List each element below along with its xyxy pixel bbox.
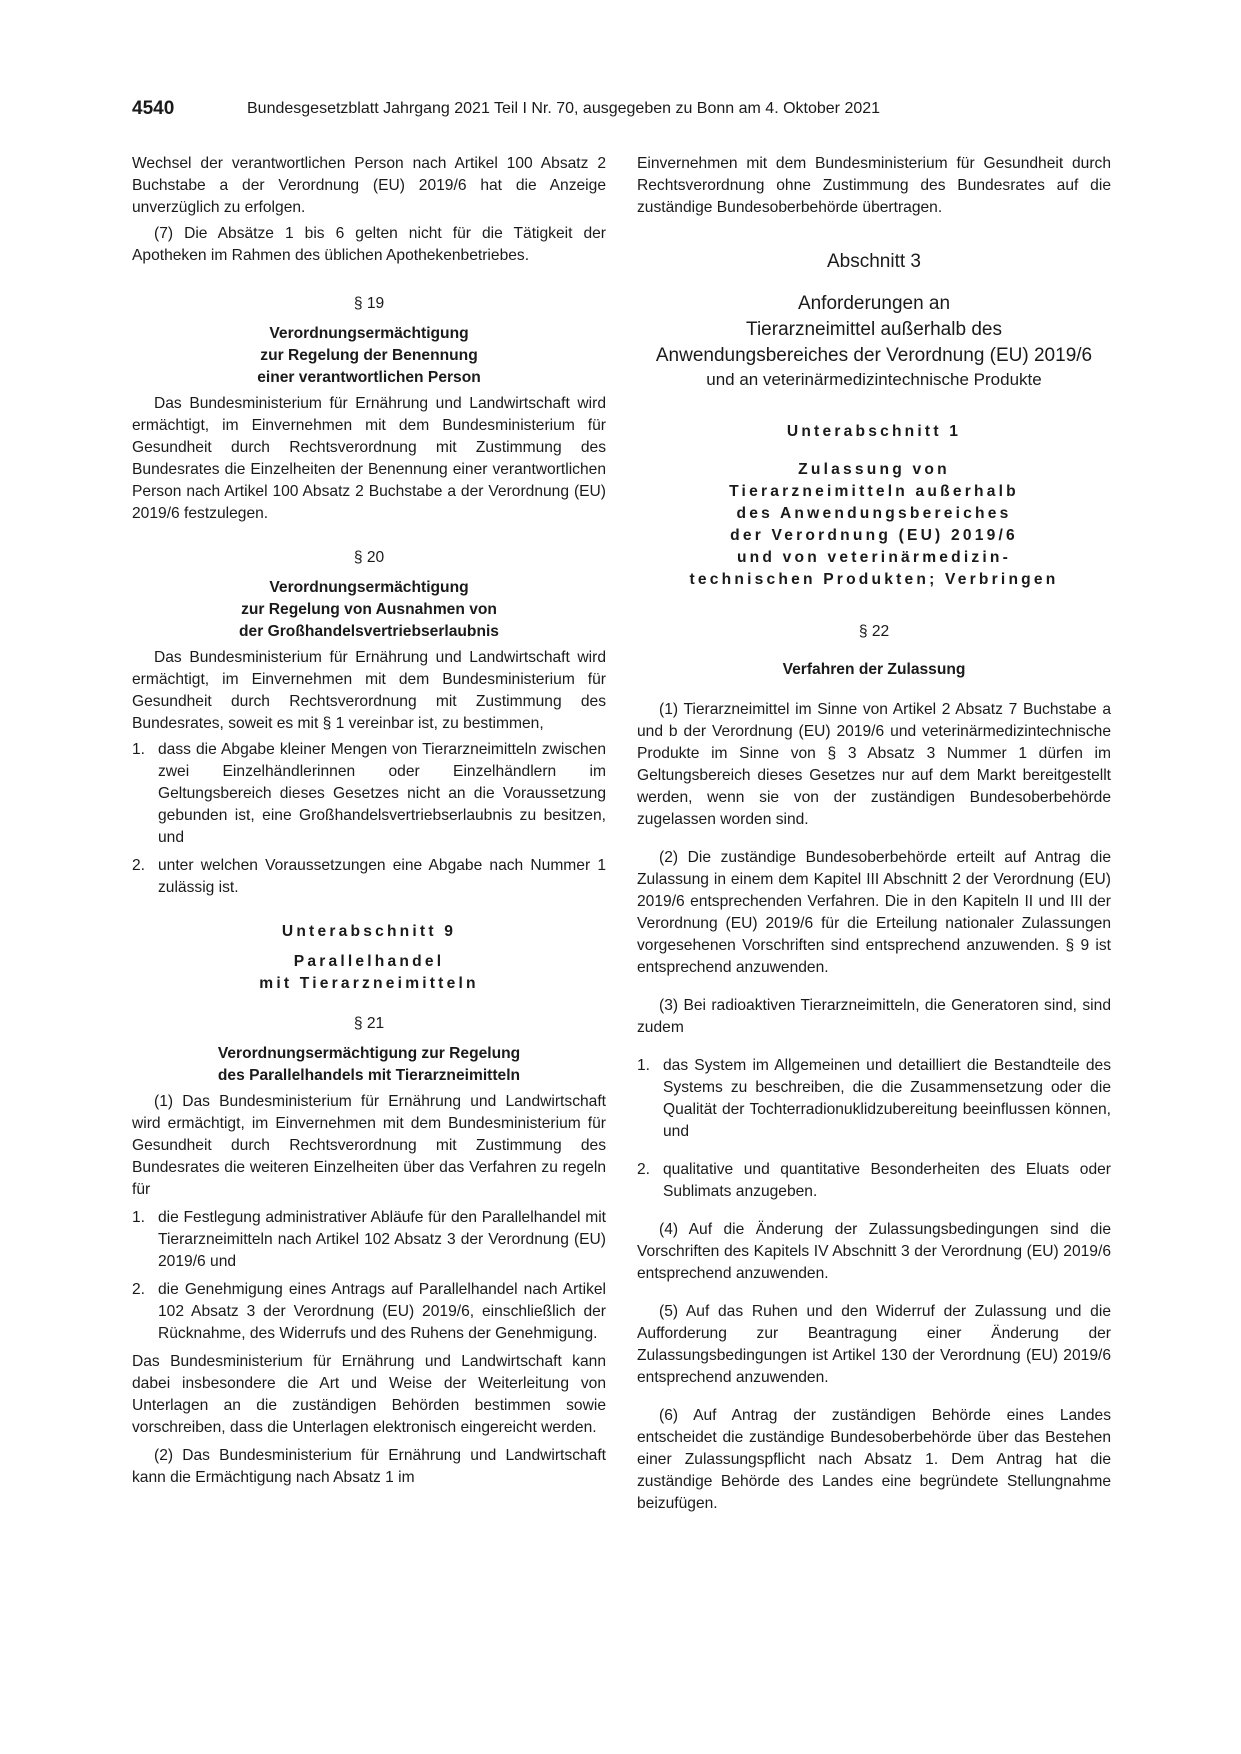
section-19-title-1: Verordnungsermächtigung xyxy=(269,325,469,342)
section-22-paragraph-5: (5) Auf das Ruhen und den Widerruf der Zulassung und die Aufforderung zur Beantragung einer Änderung der Zulassungsbedingungen ist Artikel 130 der Verordnung (EU) 2019/6 entsprechend anzuwenden. xyxy=(637,1303,1111,1386)
section-19-number: § 19 xyxy=(353,295,385,312)
section-19-title-3: einer verantwortlichen Person xyxy=(257,369,481,386)
continued-text: Einvernehmen mit dem Bundesministerium für Gesundheit durch Rechtsverordnung ohne Zustimmung des Bundesrates auf die zuständige Bundesoberbehörde übertragen. xyxy=(637,155,1111,216)
subsection-1-title-3: des Anwendungsbereiches xyxy=(736,505,1012,522)
chapter-3-title-4: und an veterinärmedizintechnische Produkte xyxy=(706,370,1042,389)
gazette-title: Bundesgesetzblatt Jahrgang 2021 Teil I Nr. 70, ausgegeben zu Bonn am 4. Oktober 2021 xyxy=(247,100,881,117)
subsection-9-title-2: mit Tierarzneimitteln xyxy=(259,975,479,992)
section-20-title-2: zur Regelung von Ausnahmen von xyxy=(241,601,497,618)
page-number: 4540 xyxy=(132,98,175,119)
right-column xyxy=(637,153,1111,1515)
list-item xyxy=(132,855,606,899)
list-number: 1. xyxy=(132,1209,146,1226)
list-item xyxy=(132,1207,606,1273)
list-number: 1. xyxy=(637,1057,651,1074)
section-22-title: Verfahren der Zulassung xyxy=(782,661,966,678)
section-21-title-1: Verordnungsermächtigung zur Regelung xyxy=(217,1045,521,1062)
list-item xyxy=(132,1279,606,1345)
subsection-9-title-1: Parallelhandel xyxy=(293,953,445,970)
section-19-title-2: zur Regelung der Benennung xyxy=(260,347,478,364)
subsection-1-title-4: der Verordnung (EU) 2019/6 xyxy=(730,527,1018,544)
list-text: die Genehmigung eines Antrags auf Parallelhandel nach Artikel 102 Absatz 3 der Verordnung (EU) 2019/6, einschließlich der Rücknahme, des Widerrufs und des Ruhens der Genehmigung. xyxy=(158,1281,606,1342)
section-21-number: § 21 xyxy=(353,1015,385,1032)
subsection-1-label: Unterabschnitt 1 xyxy=(786,423,962,440)
section-20-text: Das Bundesministerium für Ernährung und Landwirtschaft wird ermächtigt, im Einvernehmen mit dem Bundesministerium für Gesundheit durch Rechtsverordnung mit Zustimmung des Bundesrates, soweit es mit § 1 vereinbar ist, zu bestimmen, xyxy=(132,649,606,732)
chapter-3-title-2: Tierarzneimittel außerhalb des xyxy=(746,319,1002,340)
section-21-title-2: des Parallelhandels mit Tierarzneimitteln xyxy=(217,1067,521,1084)
subsection-1-title-2: Tierarzneimitteln außerhalb xyxy=(729,483,1019,500)
section-20-title-1: Verordnungsermächtigung xyxy=(269,579,469,596)
section-22-paragraph-3: (3) Bei radioaktiven Tierarzneimitteln, die Generatoren sind, sind zudem xyxy=(637,997,1111,1036)
list-number: 2. xyxy=(132,857,146,874)
list-item xyxy=(637,1055,1111,1143)
list-item xyxy=(637,1159,1111,1203)
section-20-title-3: der Großhandelsvertriebserlaubnis xyxy=(239,623,499,640)
subsection-9-label: Unterabschnitt 9 xyxy=(281,923,457,940)
section-22-paragraph-1: (1) Tierarzneimittel im Sinne von Artikel 2 Absatz 7 Buchstabe a und b der Verordnung (EU) 2019/6 und veterinärmedizintechnische Produkte im Sinne von § 3 Absatz 3 Nummer 1 dürfen im Geltungsbereich dieses Gesetzes nur auf dem Markt bereitgestellt werden, wenn sie von der zuständigen Bundesoberbehörde zugelassen worden sind. xyxy=(637,701,1111,828)
list-text: unter welchen Voraussetzungen eine Abgabe nach Nummer 1 zulässig ist. xyxy=(158,857,606,896)
chapter-3-title-1: Anforderungen an xyxy=(797,293,951,314)
section-22-paragraph-4: (4) Auf die Änderung der Zulassungsbedingungen sind die Vorschriften des Kapitels IV Abschnitt 3 der Verordnung (EU) 2019/6 entsprechend anzuwenden. xyxy=(637,1221,1111,1282)
section-22-number: § 22 xyxy=(858,623,890,640)
section-21-paragraph-2: (2) Das Bundesministerium für Ernährung und Landwirtschaft kann die Ermächtigung nach Absatz 1 im xyxy=(132,1447,606,1486)
list-number: 2. xyxy=(637,1161,651,1178)
list-number: 2. xyxy=(132,1281,146,1298)
list-text: qualitative und quantitative Besonderheiten des Eluats oder Sublimats anzugeben. xyxy=(663,1161,1111,1200)
list-text: das System im Allgemeinen und detailliert die Bestandteile des Systems zu beschreiben, die die Zusammensetzung oder die Qualität der Tochterradionuklidzubereitung beeinflussen können, und xyxy=(663,1057,1111,1140)
section-22-paragraph-6: (6) Auf Antrag der zuständigen Behörde eines Landes entscheidet die zuständige Bundesoberbehörde über das Bestehen einer Zulassungspflicht nach Absatz 1. Dem Antrag hat die zuständige Behörde des Landes eine begründete Stellungnahme beizufügen. xyxy=(637,1407,1111,1512)
page-header xyxy=(132,98,1112,122)
list-number: 1. xyxy=(132,741,146,758)
subsection-1-title-6: technischen Produkten; Verbringen xyxy=(689,571,1059,588)
section-21-paragraph-1-tail: Das Bundesministerium für Ernährung und Landwirtschaft kann dabei insbesondere die Art und Weise der Weiterleitung von Unterlagen an die zuständigen Behörden bestimmen sowie vorschreiben, dass die Unterlagen elektronisch eingereicht werden. xyxy=(132,1353,606,1436)
paragraph-7: (7) Die Absätze 1 bis 6 gelten nicht für die Tätigkeit der Apotheken im Rahmen des üblichen Apothekenbetriebes. xyxy=(132,225,606,264)
list-item xyxy=(132,739,606,849)
list-text: dass die Abgabe kleiner Mengen von Tierarzneimitteln zwischen zwei Einzelhändlerinnen oder Einzelhändlern im Geltungsbereich dieses Gesetzes nicht an die Voraussetzung gebunden ist, eine Großhandelsvertriebserlaubnis zu besitzen, und xyxy=(158,741,606,846)
chapter-3-label: Abschnitt 3 xyxy=(827,251,921,272)
list-text: die Festlegung administrativer Abläufe für den Parallelhandel mit Tierarzneimitteln nach Artikel 102 Absatz 3 der Verordnung (EU) 2019/6 und xyxy=(158,1209,606,1270)
section-20-number: § 20 xyxy=(353,549,385,566)
chapter-3-title-3: Anwendungsbereiches der Verordnung (EU) 2019/6 xyxy=(655,345,1093,366)
left-column xyxy=(132,153,606,1489)
intro-text: Wechsel der verantwortlichen Person nach Artikel 100 Absatz 2 Buchstabe a der Verordnung (EU) 2019/6 hat die Anzeige unverzüglich zu erfolgen. xyxy=(132,155,606,216)
section-21-paragraph-1: (1) Das Bundesministerium für Ernährung und Landwirtschaft wird ermächtigt, im Einvernehmen mit dem Bundesministerium für Gesundheit durch Rechtsverordnung mit Zustimmung des Bundesrates die weiteren Einzelheiten über das Verfahren zu regeln für xyxy=(132,1093,606,1198)
section-19-text: Das Bundesministerium für Ernährung und Landwirtschaft wird ermächtigt, im Einvernehmen mit dem Bundesministerium für Gesundheit durch Rechtsverordnung mit Zustimmung des Bundesrates die Einzelheiten der Benennung einer verantwortlichen Person nach Artikel 100 Absatz 2 Buchstabe a der Verordnung (EU) 2019/6 festzulegen. xyxy=(132,395,606,522)
section-22-paragraph-2: (2) Die zuständige Bundesoberbehörde erteilt auf Antrag die Zulassung in einem dem Kapitel III Abschnitt 2 der Verordnung (EU) 2019/6 entsprechenden Verfahren. Die in den Kapiteln II und III der Verordnung (EU) 2019/6 für die Erteilung nationaler Zulassungen vorgesehenen Vorschriften sind entsprechend anzuwenden. § 9 ist entsprechend anzuwenden. xyxy=(637,849,1111,976)
subsection-1-title-1: Zulassung von xyxy=(798,461,950,478)
subsection-1-title-5: und von veterinärmedizin- xyxy=(736,549,1012,566)
